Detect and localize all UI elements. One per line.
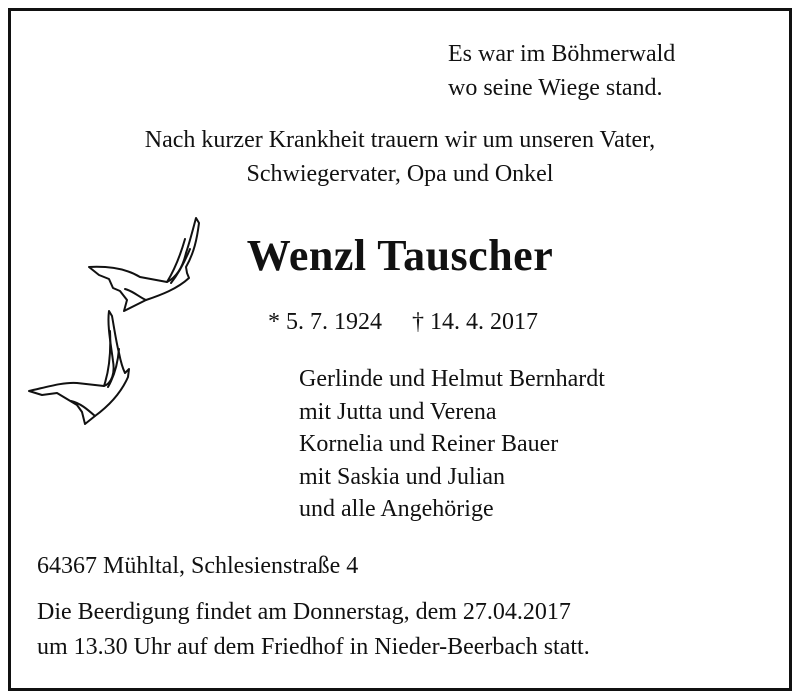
- deceased-name: Wenzl Tauscher: [246, 231, 554, 280]
- verse-line-2: wo seine Wiege stand.: [448, 75, 663, 101]
- funeral-line-1: Die Beerdigung findet am Donnerstag, dem 27.04.2017: [37, 599, 571, 625]
- mourner-line: mit Jutta und Verena: [299, 398, 497, 425]
- funeral-line-2: um 13.30 Uhr auf dem Friedhof in Nieder-Beerbach statt.: [37, 634, 590, 660]
- mourners-list: [299, 363, 605, 526]
- mourner-line: mit Saskia und Julian: [299, 463, 505, 490]
- birth-date: * 5. 7. 1924: [268, 309, 382, 335]
- mourner-line: Gerlinde und Helmut Bernhardt: [299, 366, 605, 392]
- mourner-line: und alle Angehörige: [299, 496, 494, 522]
- verse-line-1: Es war im Böhmerwald: [448, 41, 676, 67]
- flying-bird-icon: [29, 311, 129, 424]
- intro-line-1: Nach kurzer Krankheit trauern wir um unseren Vater,: [144, 127, 656, 153]
- life-dates: [268, 307, 538, 337]
- mourner-line: Kornelia und Reiner Bauer: [299, 431, 559, 457]
- intro-line-2: Schwiegervater, Opa und Onkel: [246, 161, 554, 187]
- address: 64367 Mühltal, Schlesienstraße 4: [37, 553, 359, 579]
- obituary-notice: [8, 8, 792, 691]
- death-date: † 14. 4. 2017: [412, 309, 538, 335]
